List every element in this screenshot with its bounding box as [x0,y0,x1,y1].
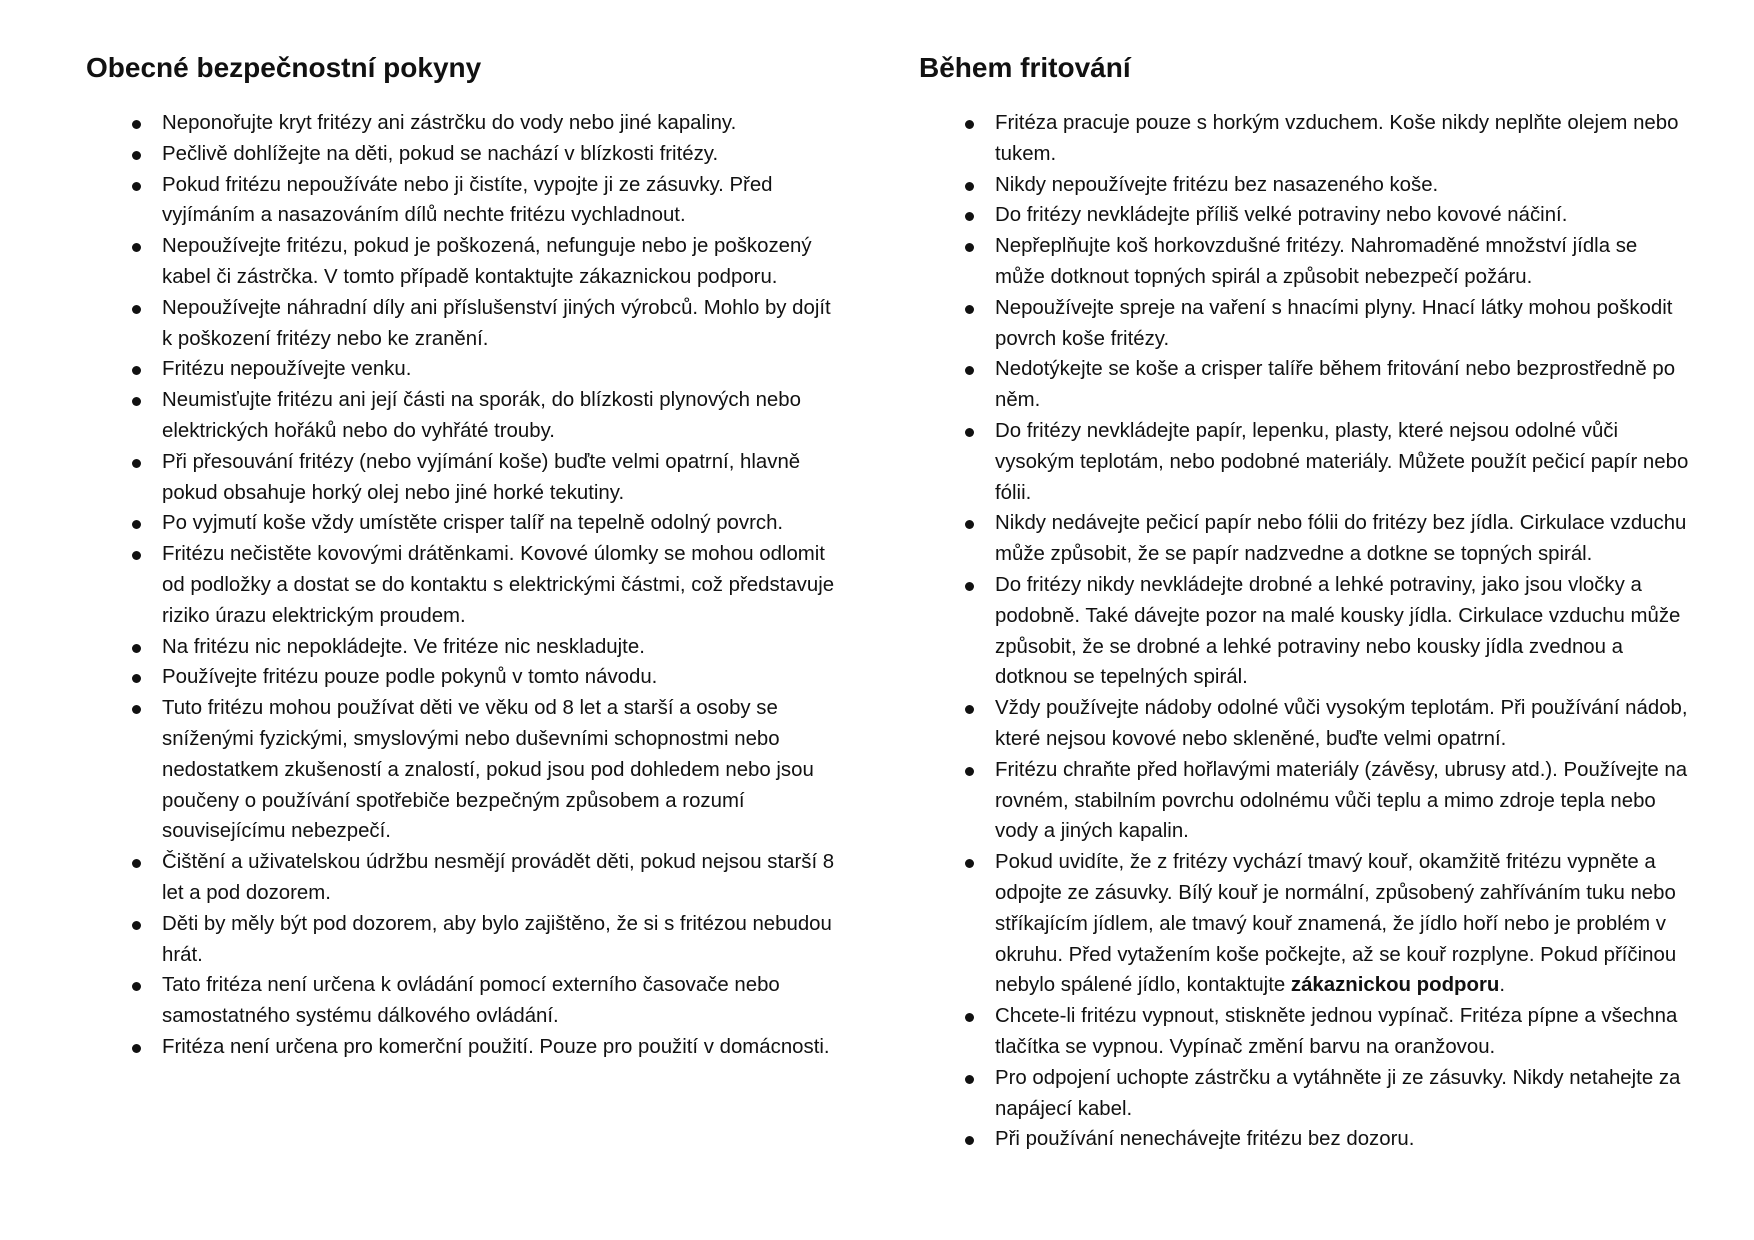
list-item: Po vyjmutí koše vždy umístěte crisper talíř na tepelně odolný povrch. [86,508,846,539]
right-column [919,48,1689,1155]
list-item: Pokud uvidíte, že z fritézy vychází tmavý kouř, okamžitě fritézu vypněte a odpojte ze zásuvky. Bílý kouř je normální, způsobený zahříváním tuku nebo stříkajícím jídlem, ale tmavý kouř znamená, že jídlo hoří nebo je problém v okruhu. Před vytažením koše počkejte, až se kouř rozplyne. Pokud příčinou nebylo spálené jídlo, kontaktujte zákaznickou podporu. [919,847,1689,1001]
bullet-icon [132,366,141,375]
section-title-during-frying: Během fritování [919,52,1131,83]
list-item: Při používání nenechávejte fritézu bez dozoru. [919,1124,1689,1155]
bullet-icon [132,674,141,683]
list-item: Nikdy nepoužívejte fritézu bez nasazeného koše. [919,170,1689,201]
bullet-icon [132,644,141,653]
list-item: Děti by měly být pod dozorem, aby bylo zajištěno, že si s fritézou nebudou hrát. [86,909,846,971]
list-item: Čištění a uživatelskou údržbu nesmějí provádět děti, pokud nejsou starší 8 let a pod dozorem. [86,847,846,909]
bullet-icon [965,1013,974,1022]
bullet-icon [965,1075,974,1084]
bullet-icon [132,982,141,991]
bullet-icon [132,551,141,560]
during-frying-list [919,108,1689,1155]
bullet-icon [965,767,974,776]
bullet-icon [132,182,141,191]
list-item: Fritéza pracuje pouze s horkým vzduchem. Koše nikdy neplňte olejem nebo tukem. [919,108,1689,170]
bullet-icon [965,366,974,375]
list-item: Pečlivě dohlížejte na děti, pokud se nachází v blízkosti fritézy. [86,139,846,170]
bullet-icon [965,428,974,437]
general-safety-list [86,108,846,1063]
support-suffix: . [1499,974,1506,997]
bullet-icon [132,243,141,252]
list-item: Tato fritéza není určena k ovládání pomocí externího časovače nebo samostatného systému dálkového ovládání. [86,970,846,1032]
list-item: Neumisťujte fritézu ani její části na sporák, do blízkosti plynových nebo elektrických hořáků nebo do vyhřáté trouby. [86,385,846,447]
list-item: Do fritézy nevkládejte příliš velké potraviny nebo kovové náčiní. [919,200,1689,231]
list-item: Nikdy nedávejte pečicí papír nebo fólii do fritézy bez jídla. Cirkulace vzduchu může způsobit, že se papír nadzvedne a dotkne se topných spirál. [919,508,1689,570]
bullet-icon [965,520,974,529]
list-item: Vždy používejte nádoby odolné vůči vysokým teplotám. Při používání nádob, které nejsou kovové nebo skleněné, buďte velmi opatrní. [919,693,1689,755]
list-item: Chcete-li fritézu vypnout, stiskněte jednou vypínač. Fritéza pípne a všechna tlačítka se vypnou. Vypínač změní barvu na oranžovou. [919,1001,1689,1063]
list-item: Neponořujte kryt fritézy ani zástrčku do vody nebo jiné kapaliny. [86,108,846,139]
bullet-icon [132,305,141,314]
list-item: Do fritézy nikdy nevkládejte drobné a lehké potraviny, jako jsou vločky a podobně. Také dávejte pozor na malé kousky jídla. Cirkulace vzduchu může způsobit, že se drobné a lehké potraviny nebo kousky jídla zvednou a dotknou se tepelných spirál. [919,570,1689,693]
customer-support-emphasis: zákaznickou podporu [1290,974,1500,997]
bullet-icon [965,182,974,191]
bullet-icon [132,921,141,930]
bullet-icon [132,151,141,160]
list-item: Fritézu nečistěte kovovými drátěnkami. Kovové úlomky se mohou odlomit od podložky a dostat se do kontaktu s elektrickými částmi, což představuje riziko úrazu elektrickým proudem. [86,539,846,631]
list-item: Nepřeplňujte koš horkovzdušné fritézy. Nahromaděné množství jídla se může dotknout topných spirál a způsobit nebezpečí požáru. [919,231,1689,293]
bullet-icon [132,1044,141,1053]
bullet-icon [965,705,974,714]
bullet-icon [132,120,141,129]
bullet-icon [965,582,974,591]
bullet-icon [965,212,974,221]
list-item: Při přesouvání fritézy (nebo vyjímání koše) buďte velmi opatrní, hlavně pokud obsahuje horký olej nebo jiné horké tekutiny. [86,447,846,509]
list-item: Pro odpojení uchopte zástrčku a vytáhněte ji ze zásuvky. Nikdy netahejte za napájecí kabel. [919,1063,1689,1125]
bullet-icon [132,859,141,868]
left-column [86,48,846,1063]
bullet-icon [132,397,141,406]
list-item: Na fritézu nic nepokládejte. Ve fritéze nic neskladujte. [86,632,846,663]
bullet-icon [965,1136,974,1145]
list-item: Používejte fritézu pouze podle pokynů v tomto návodu. [86,662,846,693]
list-item: Nedotýkejte se koše a crisper talíře během fritování nebo bezprostředně po něm. [919,354,1689,416]
bullet-icon [132,705,141,714]
list-item: Fritézu nepoužívejte venku. [86,354,846,385]
list-item: Fritézu chraňte před hořlavými materiály (závěsy, ubrusy atd.). Používejte na rovném, stabilním povrchu odolnému vůči teplu a mimo zdroje tepla nebo vody a jiných kapalin. [919,755,1689,847]
bullet-icon [965,243,974,252]
bullet-icon [132,459,141,468]
bullet-icon [132,520,141,529]
bullet-icon [965,120,974,129]
list-item: Pokud fritézu nepoužíváte nebo ji čistíte, vypojte ji ze zásuvky. Před vyjímáním a nasazováním dílů nechte fritézu vychladnout. [86,170,846,232]
list-item: Nepoužívejte spreje na vaření s hnacími plyny. Hnací látky mohou poškodit povrch koše fritézy. [919,293,1689,355]
bullet-icon [965,305,974,314]
section-title-general-safety: Obecné bezpečnostní pokyny [86,52,482,83]
list-item: Fritéza není určena pro komerční použití. Pouze pro použití v domácnosti. [86,1032,846,1063]
bullet-icon [965,859,974,868]
list-item: Tuto fritézu mohou používat děti ve věku od 8 let a starší a osoby se sníženými fyzickými, smyslovými nebo duševními schopnostmi nebo nedostatkem zkušeností a znalostí, pokud jsou pod dohledem nebo jsou poučeny o používání spotřebiče bezpečným způsobem a rozumí souvisejícímu nebezpečí. [86,693,846,847]
list-item: Nepoužívejte fritézu, pokud je poškozená, nefunguje nebo je poškozený kabel či zástrčka. V tomto případě kontaktujte zákaznickou podporu. [86,231,846,293]
list-item: Nepoužívejte náhradní díly ani příslušenství jiných výrobců. Mohlo by dojít k poškození fritézy nebo ke zranění. [86,293,846,355]
list-item: Do fritézy nevkládejte papír, lepenku, plasty, které nejsou odolné vůči vysokým teplotám, nebo podobné materiály. Můžete použít pečicí papír nebo fólii. [919,416,1689,508]
